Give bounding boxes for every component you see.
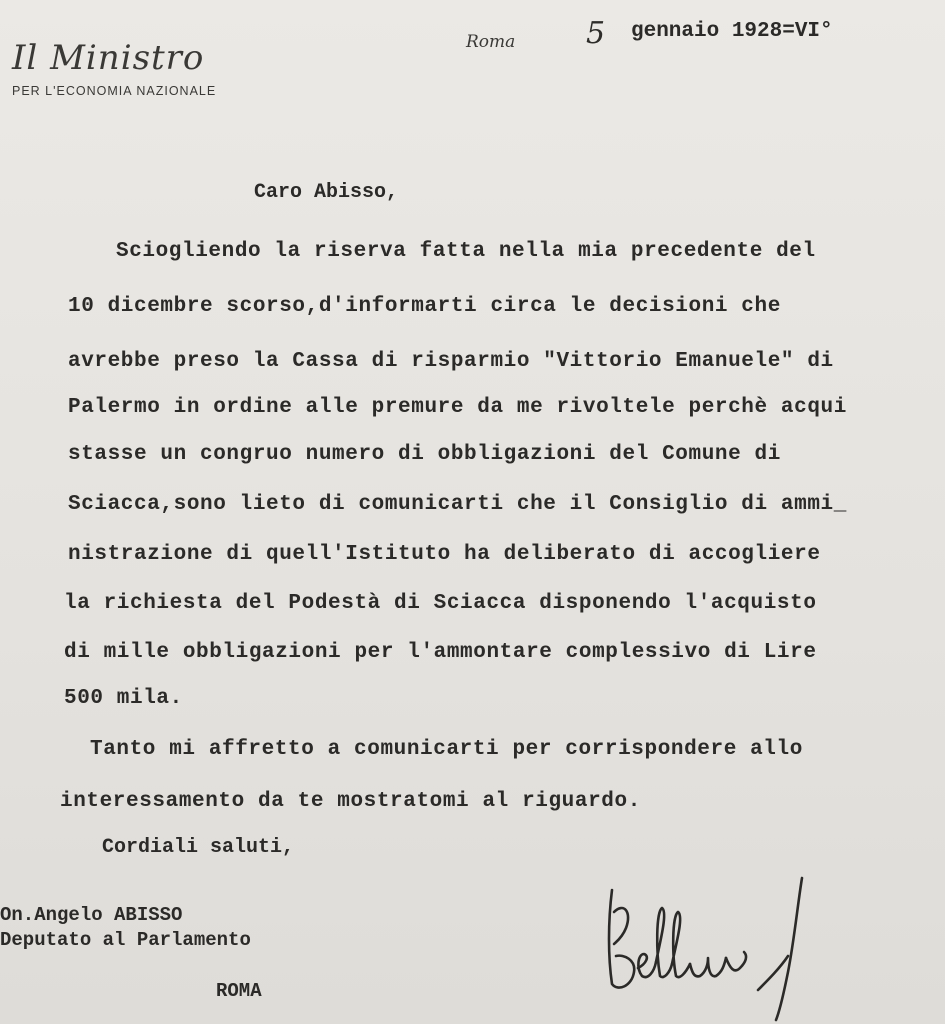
body-line: 10 dicembre scorso,d'informarti circa le decisioni che xyxy=(68,295,781,318)
body-line: 500 mila. xyxy=(64,687,183,710)
body-line: la richiesta del Podestà di Sciacca disponendo l'acquisto xyxy=(64,592,817,615)
body-line: di mille obbligazioni per l'ammontare complessivo di Lire xyxy=(64,641,817,664)
letterhead-subtitle: PER L'ECONOMIA NAZIONALE xyxy=(12,84,217,98)
letterhead-title: Il Ministro xyxy=(12,38,205,78)
date-month-year: gennaio 1928=VI° xyxy=(631,20,833,43)
addressee-city: ROMA xyxy=(216,980,262,1002)
date-day: 5 xyxy=(586,16,606,51)
body-line: nistrazione di quell'Istituto ha deliberato di accogliere xyxy=(68,543,821,566)
body-line: Sciogliendo la riserva fatta nella mia precedente del xyxy=(116,240,816,263)
body-line: interessamento da te mostratomi al riguardo. xyxy=(60,790,641,813)
handwritten-signature xyxy=(598,872,828,1022)
addressee-name: On.Angelo ABISSO xyxy=(0,904,183,926)
body-line: stasse un congruo numero di obbligazioni del Comune di xyxy=(68,443,781,466)
closing: Cordiali saluti, xyxy=(102,836,295,859)
date-place: Roma xyxy=(466,32,516,52)
body-line: Tanto mi affretto a comunicarti per corrispondere allo xyxy=(90,738,803,761)
addressee-role: Deputato al Parlamento xyxy=(0,929,251,951)
salutation: Caro Abisso, xyxy=(254,181,399,204)
body-line: Sciacca,sono lieto di comunicarti che il Consiglio di ammi_ xyxy=(68,493,847,516)
body-line: Palermo in ordine alle premure da me rivoltele perchè acqui xyxy=(68,396,847,419)
body-line: avrebbe preso la Cassa di risparmio "Vittorio Emanuele" di xyxy=(68,350,834,373)
